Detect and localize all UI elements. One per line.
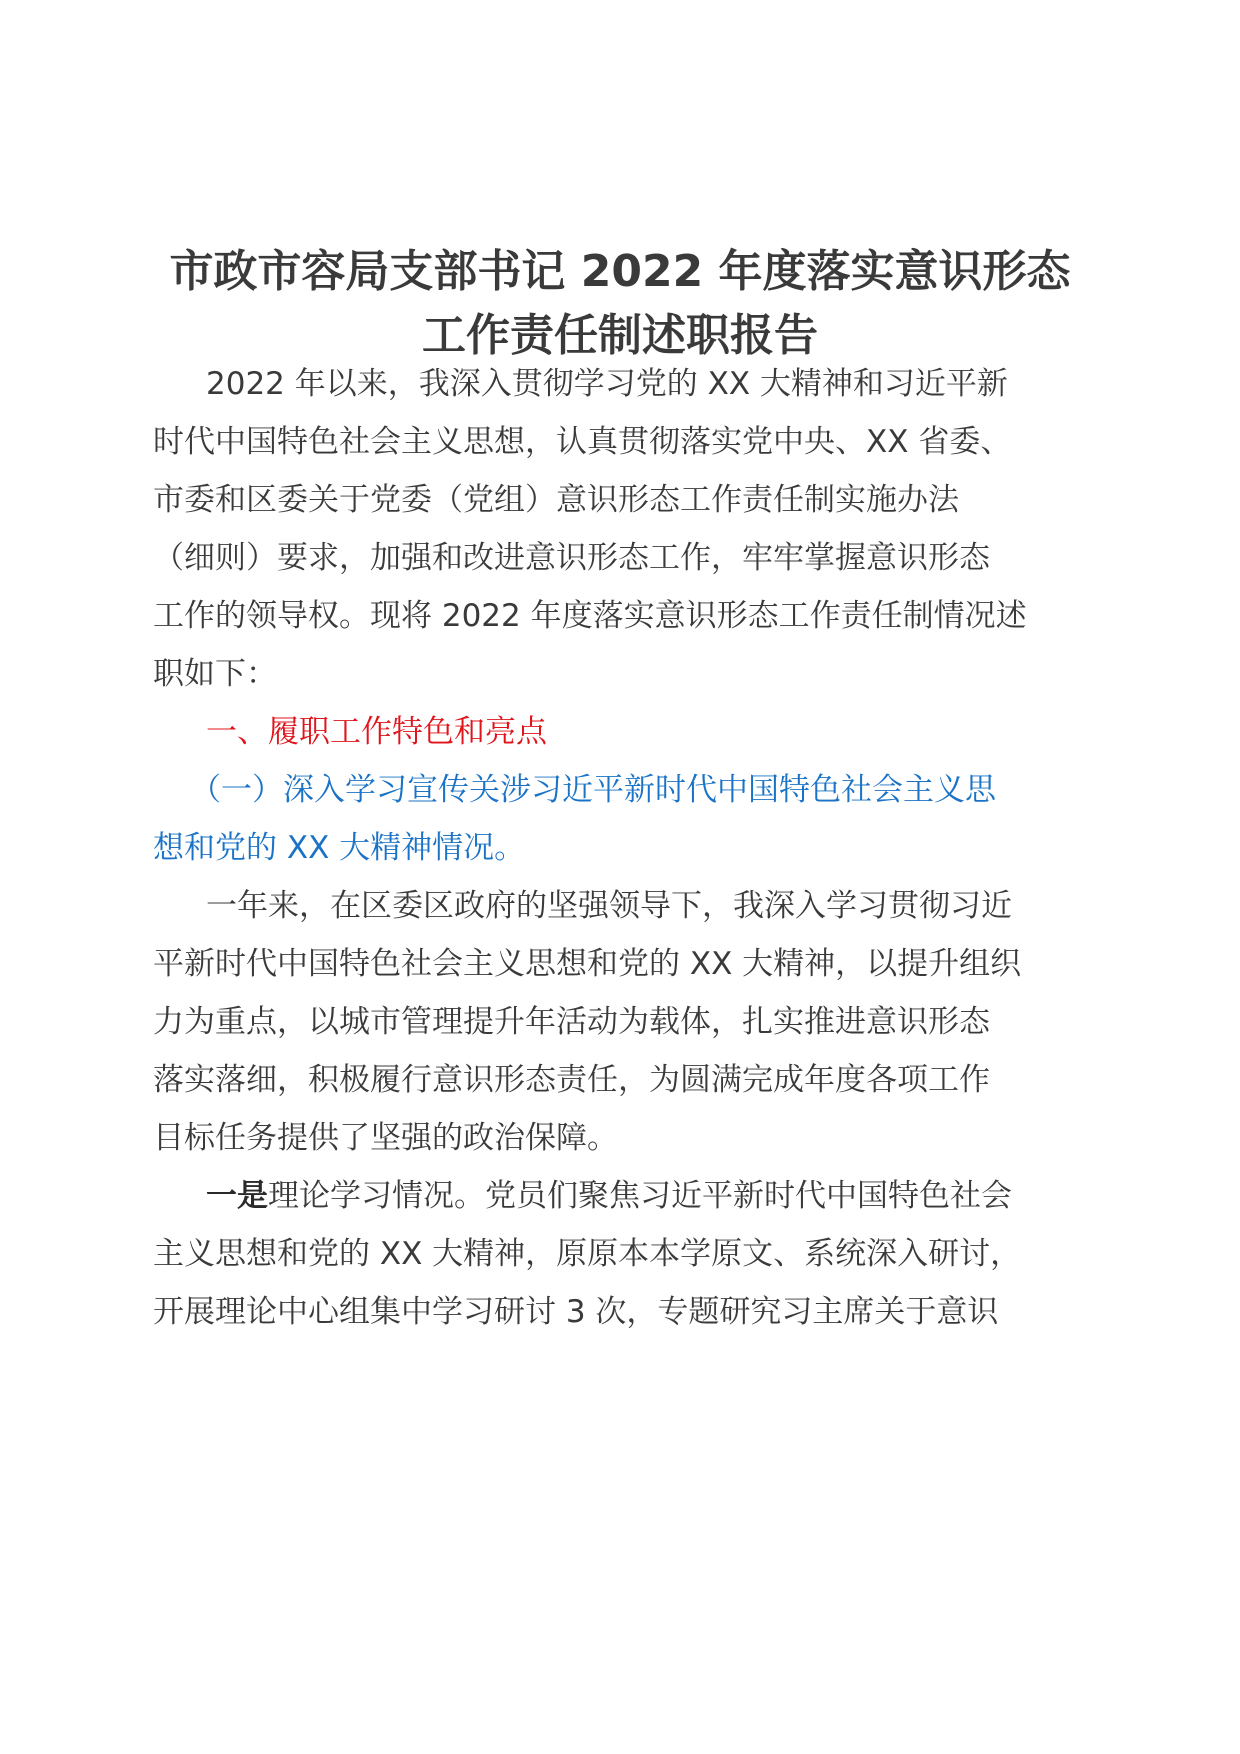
intro-line-4: （细则）要求，加强和改进意识形态工作，牢牢掌握意识形态: [153, 540, 990, 576]
section-heading-1: 一、履职工作特色和亮点: [206, 714, 547, 750]
para2-line-5: 目标任务提供了坚强的政治保障。: [153, 1120, 618, 1156]
intro-line-1: 2022 年以来，我深入贯彻学习党的 XX 大精神和习近平新: [206, 366, 1008, 402]
para2-line-2: 平新时代中国特色社会主义思想和党的 XX 大精神，以提升组织: [153, 946, 1022, 982]
para3-line-3: 开展理论中心组集中学习研讨 3 次，专题研究习主席关于意识: [153, 1294, 999, 1330]
para3-line-2: 主义思想和党的 XX 大精神，原原本本学原文、系统深入研讨，: [153, 1236, 1022, 1272]
intro-line-3: 市委和区委关于党委（党组）意识形态工作责任制实施办法: [153, 482, 959, 518]
subheading-1-line-1: （一）深入学习宣传关涉习近平新时代中国特色社会主义思: [190, 772, 996, 808]
para3-first-line-text: 理论学习情况。党员们聚焦习近平新时代中国特色社会: [268, 1178, 1012, 1214]
subheading-1-line-2: 想和党的 XX 大精神情况。: [153, 830, 526, 866]
intro-line-5: 工作的领导权。现将 2022 年度落实意识形态工作责任制情况述: [153, 598, 1027, 634]
para2-line-1: 一年来，在区委区政府的坚强领导下，我深入学习贯彻习近: [206, 888, 1012, 924]
para3-line-1: [206, 1174, 1146, 1218]
para3-lead-label: 一是: [206, 1178, 268, 1214]
para2-line-3: 力为重点，以城市管理提升年活动为载体，扎实推进意识形态: [153, 1004, 990, 1040]
document-title-line-1: 市政市容局支部书记 2022 年度落实意识形态: [169, 246, 1071, 297]
intro-line-6: 职如下：: [153, 656, 277, 692]
document-title-line-2: 工作责任制述职报告: [422, 310, 818, 361]
para2-line-4: 落实落细，积极履行意识形态责任，为圆满完成年度各项工作: [153, 1062, 990, 1098]
intro-line-2: 时代中国特色社会主义思想，认真贯彻落实党中央、XX 省委、: [153, 424, 1012, 460]
